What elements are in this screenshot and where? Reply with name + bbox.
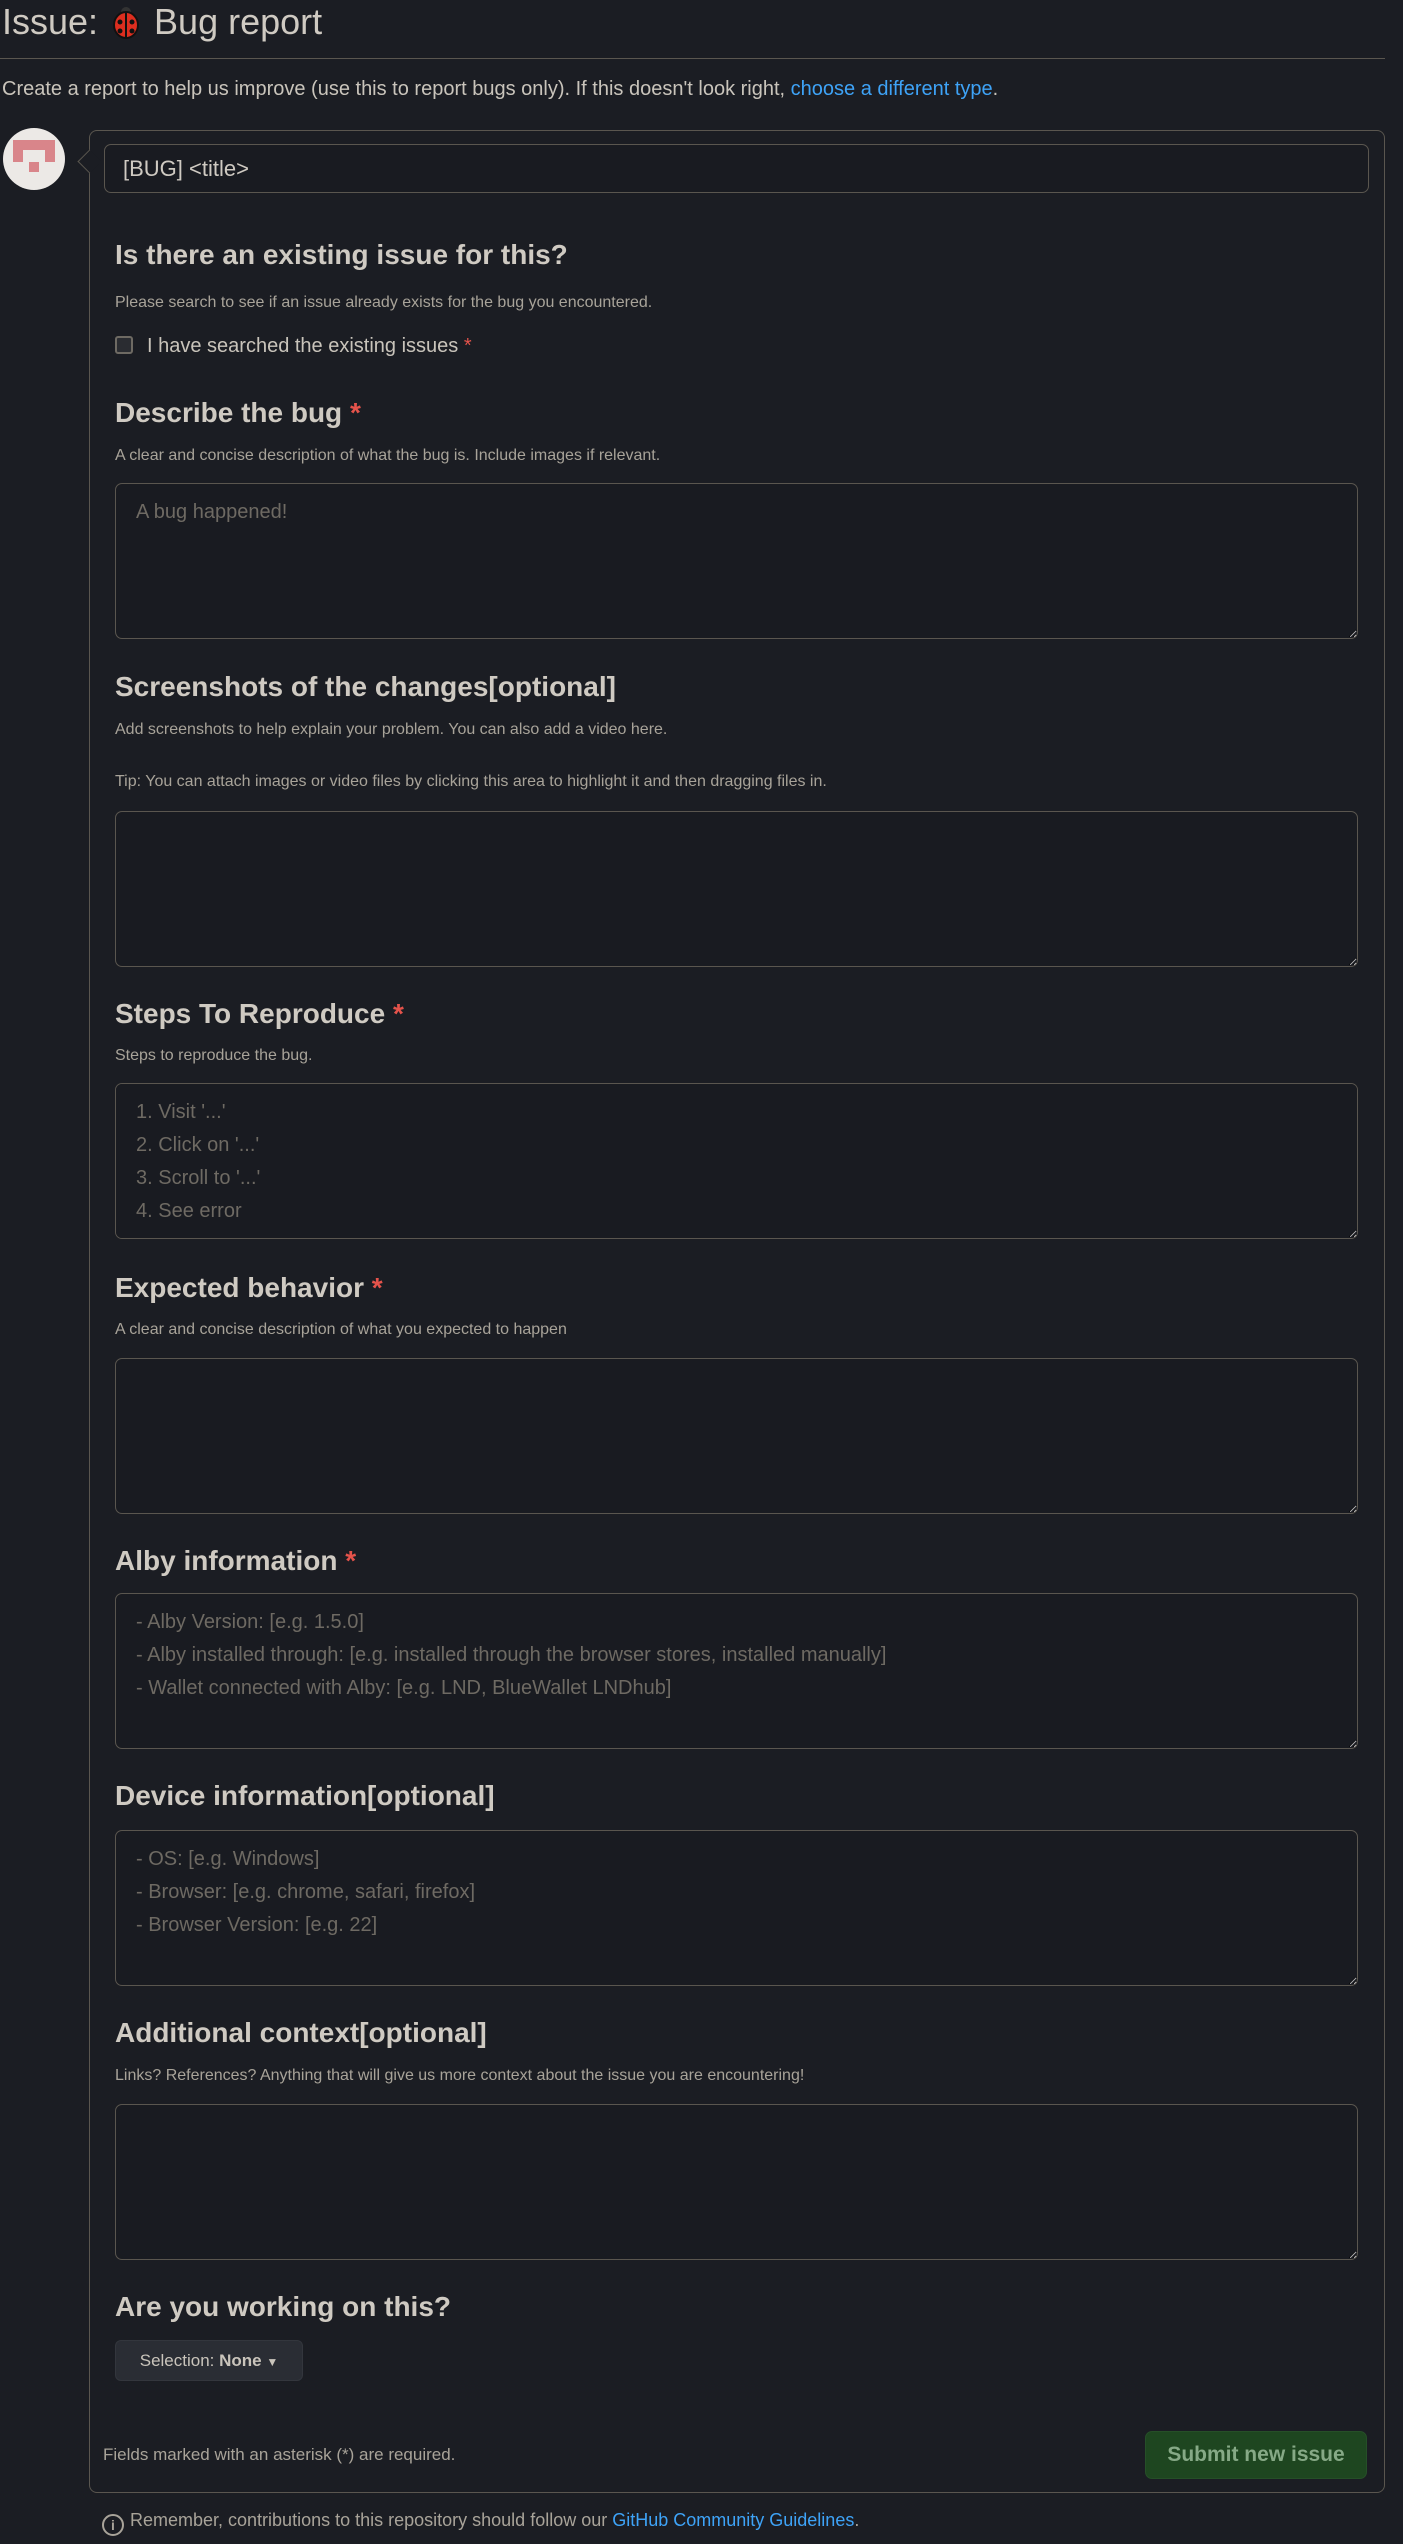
searched-checkbox-label[interactable] (147, 334, 472, 358)
steps-description: Steps to reproduce the bug. (115, 1047, 313, 1064)
additional-textarea[interactable] (115, 2104, 1358, 2260)
identicon-icon (3, 128, 65, 190)
device-textarea[interactable] (115, 1830, 1358, 1986)
divider (0, 58, 1385, 59)
device-heading: Device information[optional] (115, 1780, 495, 1811)
working-heading: Are you working on this? (115, 2291, 452, 2322)
searched-checkbox[interactable] (115, 336, 133, 354)
choose-different-type-link[interactable]: choose a different type (790, 78, 993, 100)
template-name: Bug report (154, 1, 323, 42)
additional-description: Links? References? Anything that will give us more context about the issue you are encountering! (115, 2067, 805, 2084)
screenshots-tip: Tip: You can attach images or video files by clicking this area to highlight it and then dragging files in. (115, 773, 827, 790)
existing-issue-heading: Is there an existing issue for this? (115, 239, 568, 270)
label-text: I have searched the existing issues (147, 335, 459, 357)
community-guidelines-link[interactable]: GitHub Community Guidelines (612, 2510, 855, 2530)
page-title (2, 2, 322, 42)
period: . (992, 78, 999, 100)
screenshots-description: Add screenshots to help explain your problem. You can also add a video here. (115, 721, 668, 738)
steps-textarea[interactable] (115, 1083, 1358, 1239)
required-asterisk: * (392, 998, 404, 1029)
required-asterisk: * (463, 335, 472, 357)
avatar[interactable] (3, 128, 65, 190)
required-asterisk: * (371, 1272, 383, 1303)
selection-dropdown[interactable] (115, 2340, 303, 2381)
submit-new-issue-button[interactable]: Submit new issue (1145, 2431, 1367, 2479)
selection-value: None (219, 2351, 262, 2370)
required-asterisk: * (349, 397, 361, 428)
issue-title-input[interactable] (104, 144, 1369, 193)
describe-bug-heading (115, 396, 361, 430)
period: . (854, 2510, 860, 2530)
required-note: Fields marked with an asterisk (*) are required. (103, 2445, 456, 2464)
expected-heading (115, 1271, 383, 1305)
heading-text: Describe the bug (115, 397, 343, 428)
screenshots-textarea[interactable] (115, 811, 1358, 967)
describe-bug-textarea[interactable] (115, 483, 1358, 639)
describe-bug-description: A clear and concise description of what the bug is. Include images if relevant. (115, 447, 661, 464)
required-asterisk: * (345, 1545, 357, 1576)
expected-description: A clear and concise description of what you expected to happen (115, 1321, 567, 1338)
existing-issue-description: Please search to see if an issue already exists for the bug you encountered. (115, 294, 653, 311)
heading-text: Expected behavior (115, 1272, 364, 1303)
title-prefix: Issue: (2, 1, 99, 42)
expected-textarea[interactable] (115, 1358, 1358, 1514)
guidelines-note (102, 2507, 859, 2536)
heading-text: Alby information (115, 1545, 338, 1576)
template-description (2, 76, 998, 102)
screenshots-heading: Screenshots of the changes[optional] (115, 671, 616, 702)
steps-heading (115, 997, 404, 1031)
selection-label: Selection: (139, 2351, 215, 2370)
alby-textarea[interactable] (115, 1593, 1358, 1749)
additional-heading: Additional context[optional] (115, 2017, 487, 2048)
alby-heading (115, 1544, 356, 1578)
heading-text: Steps To Reproduce (115, 998, 386, 1029)
description-text: Create a report to help us improve (use this to report bugs only). If this doesn't look right, (2, 78, 791, 100)
caret-down-icon: ▼ (266, 2355, 279, 2369)
info-icon: i (102, 2514, 124, 2536)
ladybug-icon (108, 4, 144, 40)
remember-text: Remember, contributions to this repository should follow our (130, 2510, 613, 2530)
